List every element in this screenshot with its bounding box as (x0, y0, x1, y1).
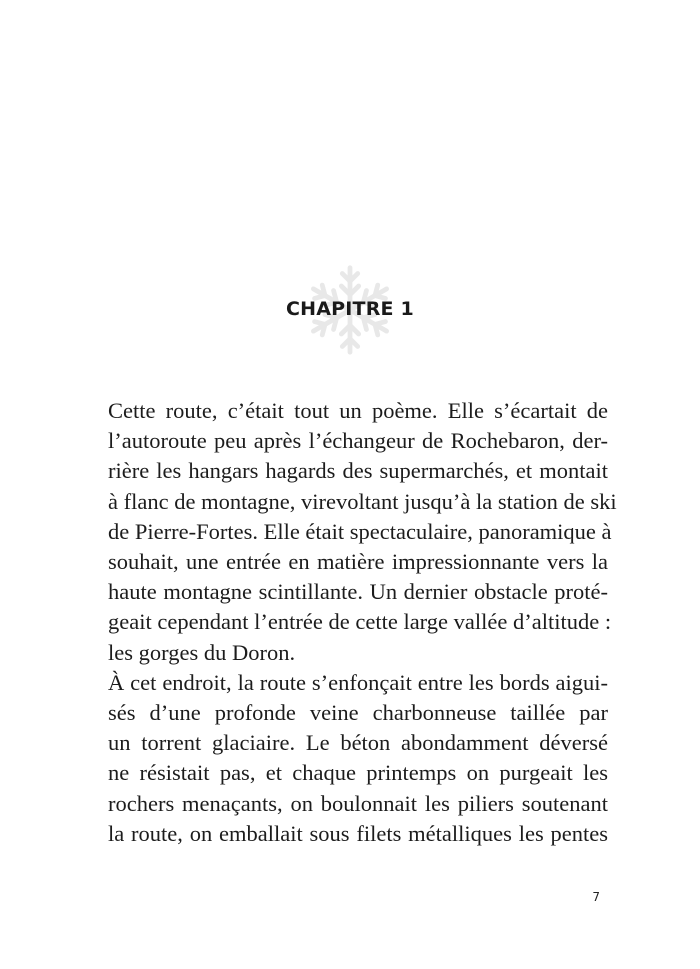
text-line: haute montagne scintillante. Un dernier obstacle proté- (108, 579, 608, 605)
chapter-title: CHAPITRE 1 (286, 298, 414, 320)
text-line: sés d’une profonde veine charbonneuse taillée par (108, 700, 608, 726)
text-line: l’autoroute peu après l’échangeur de Rochebaron, der- (108, 428, 608, 454)
text-line: ne résistait pas, et chaque printemps on purgeait les (108, 760, 608, 786)
text-line: À cet endroit, la route s’enfonçait entre les bords aigui- (108, 669, 608, 695)
page-number: 7 (592, 890, 600, 904)
text-line: de Pierre-Fortes. Elle était spectaculaire, panoramique à (108, 518, 612, 544)
text-line: un torrent glaciaire. Le béton abondamment déversé (108, 730, 608, 756)
text-line: Cette route, c’était tout un poème. Elle s’écartait de (108, 398, 608, 423)
text-line: rochers menaçants, on boulonnait les piliers soutenant (108, 790, 608, 816)
chapter-header (0, 262, 700, 362)
text-line: la route, on emballait sous filets métalliques les pentes (108, 820, 608, 846)
text-line: à flanc de montagne, virevoltant jusqu’à la station de ski (108, 488, 617, 514)
text-line: souhait, une entrée en matière impressionnante vers la (108, 549, 608, 575)
text-line: rière les hangars hagards des supermarchés, et montait (108, 458, 608, 484)
text-line: les gorges du Doron. (108, 639, 296, 665)
text-line: geait cependant l’entrée de cette large vallée d’altitude : (108, 609, 612, 635)
body-text (108, 396, 617, 849)
